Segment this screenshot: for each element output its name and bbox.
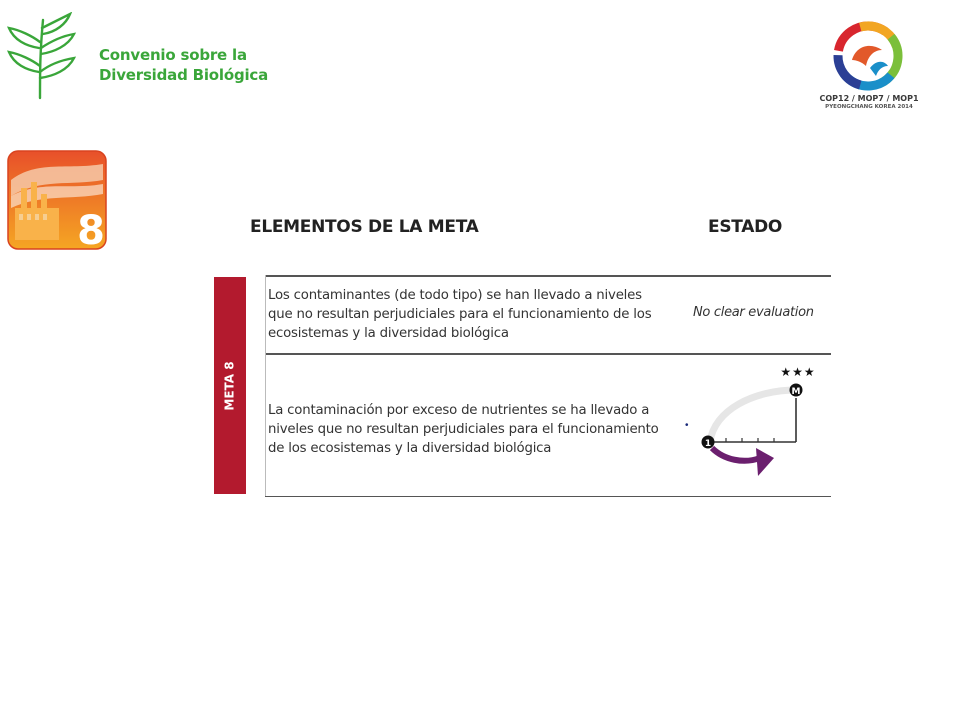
column-header-elements: ELEMENTOS DE LA META [250,217,479,237]
target-8-icon [7,150,107,250]
gauge-trend-arrow-head [756,448,774,476]
row2-line1: La contaminación por exceso de nutrientes se ha llevado a [268,403,650,418]
gauge-trend-arrow-shaft [712,448,760,461]
column-header-status: ESTADO [708,217,783,237]
gauge-marker-dot: • [685,420,689,431]
target-number: 8 [77,208,105,250]
meta-band-label [214,277,246,494]
row2-line2: niveles que no resultan perjudiciales para el funcionamiento [268,422,659,437]
table-rule-top [265,275,831,277]
cbd-plant-logo [6,12,76,100]
gauge-start-label: 1 [704,439,712,449]
event-location: PYEONGCHANG KOREA 2014 [825,104,913,110]
table-row-1-element [268,286,651,343]
row1-line3: ecosistemas y la diversidad biológica [268,326,509,341]
table-row-2-element [268,401,659,458]
row1-line2: que no resultan perjudiciales para el funcionamiento de los [268,307,652,322]
progress-gauge [684,360,830,488]
gauge-arc [710,390,796,442]
meta-band-text: META 8 [223,360,237,411]
org-name-line2: Diversidad Biológica [99,66,269,84]
gauge-confidence-stars: ★★★ [780,365,816,379]
table-rule-left [265,275,266,496]
org-name-line1: Convenio sobre la [99,46,247,64]
event-title: COP12 / MOP7 / MOP1 [819,94,919,103]
cop12-swirl-logo [830,16,906,94]
row1-line1: Los contaminantes (de todo tipo) se han llevado a niveles [268,288,642,303]
table-rule-bottom [265,496,831,497]
row1-status: No clear evaluation [693,305,814,320]
row2-line3: de los ecosistemas y la diversidad biológica [268,441,552,456]
table-rule-middle [265,353,831,355]
gauge-end-label: M [791,387,801,397]
